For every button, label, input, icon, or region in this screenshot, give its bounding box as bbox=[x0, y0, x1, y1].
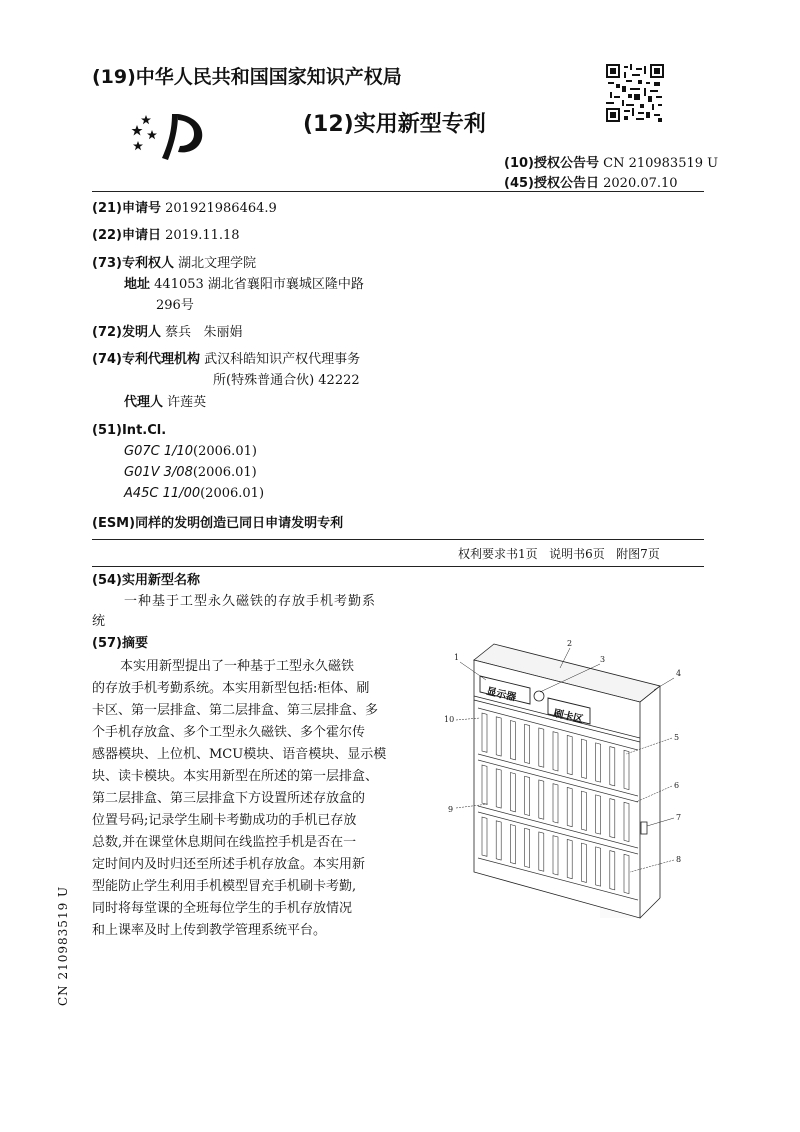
storage-slot bbox=[624, 854, 629, 893]
storage-slot bbox=[539, 728, 544, 767]
abstract-line: 块、读卡模块。本实用新型在所述的第一层排盒、 bbox=[92, 769, 379, 784]
divider bbox=[92, 539, 704, 540]
callout-4: 4 bbox=[676, 669, 682, 678]
storage-slot bbox=[553, 784, 558, 823]
divider bbox=[92, 566, 704, 567]
storage-slot bbox=[510, 773, 515, 812]
storage-slot bbox=[624, 802, 629, 841]
abstract-line: 感器模块、上位机、MCU模块、语音模块、显示模 bbox=[92, 747, 387, 762]
callout-2: 2 bbox=[567, 639, 573, 648]
callout-1: 1 bbox=[454, 653, 460, 662]
doc-type-title: (12)实用新型专利 bbox=[303, 112, 486, 137]
pub-number: (10)授权公告号 CN 210983519 U bbox=[504, 156, 719, 171]
agent: 代理人 许莲英 bbox=[124, 395, 207, 410]
ipc-item: G07C 1/10(2006.01) bbox=[124, 444, 257, 459]
abstract-line: 本实用新型提出了一种基于工型永久磁铁 bbox=[120, 659, 355, 674]
abstract-line: 第二层排盒、第三层排盒下方设置所述存放盒的 bbox=[92, 791, 366, 806]
abstract-line: 的存放手机考勤系统。本实用新型包括:柜体、刷 bbox=[92, 681, 370, 696]
page-counts: 权利要求书1页 说明书6页 附图7页 bbox=[458, 547, 660, 561]
ipc-label: (51)Int.Cl. bbox=[92, 423, 167, 438]
callout-10: 10 bbox=[444, 715, 455, 724]
abstract-line: 卡区、第一层排盒、第二层排盒、第三层排盒、多 bbox=[92, 703, 379, 718]
storage-slot bbox=[610, 799, 615, 838]
abstract-line: 总数,并在课堂休息期间在线监控手机是否在一 bbox=[92, 835, 357, 850]
inventor: (72)发明人 蔡兵 朱丽娟 bbox=[92, 325, 243, 340]
abstract-line: 型能防止学生利用手机模型冒充手机刷卡考勤, bbox=[92, 879, 357, 894]
callout-9: 9 bbox=[448, 805, 454, 814]
callout-5: 5 bbox=[674, 733, 680, 742]
storage-slot bbox=[482, 713, 487, 752]
storage-slot bbox=[596, 795, 601, 834]
storage-slot bbox=[610, 851, 615, 890]
storage-slot bbox=[581, 843, 586, 882]
side-publication-code: CN 210983519 U bbox=[56, 885, 70, 1006]
callout-6: 6 bbox=[674, 781, 680, 790]
storage-slot bbox=[539, 780, 544, 819]
abstract-line: 定时间内及时归还至所述手机存放盒。本实用新 bbox=[92, 857, 366, 872]
storage-slot bbox=[482, 765, 487, 804]
storage-slot bbox=[510, 825, 515, 864]
storage-slot bbox=[567, 839, 572, 878]
pub-date: (45)授权公告日 2020.07.10 bbox=[504, 176, 678, 191]
agency-line2: 所(特殊普通合伙) 42222 bbox=[213, 373, 360, 388]
storage-slot bbox=[525, 828, 530, 867]
storage-slot bbox=[482, 817, 487, 856]
storage-slot bbox=[567, 787, 572, 826]
storage-slot bbox=[539, 832, 544, 871]
storage-slot bbox=[496, 821, 501, 860]
storage-slot bbox=[596, 743, 601, 782]
storage-slot bbox=[610, 747, 615, 786]
storage-slot bbox=[581, 739, 586, 778]
esm-note: (ESM)同样的发明创造已同日申请发明专利 bbox=[92, 516, 344, 531]
abstract-line: 同时将每堂课的全班每位学生的手机存放情况 bbox=[92, 901, 353, 916]
storage-slot bbox=[567, 735, 572, 774]
storage-slot bbox=[510, 721, 515, 760]
abstract-label: (57)摘要 bbox=[92, 636, 148, 651]
storage-slot bbox=[624, 750, 629, 789]
abstract-line: 和上课率及时上传到教学管理系统平台。 bbox=[92, 923, 327, 938]
storage-slot bbox=[525, 724, 530, 763]
qr-code-icon bbox=[606, 64, 664, 122]
abstract-line: 位置号码;记录学生刷卡考勤成功的手机已存放 bbox=[92, 813, 357, 828]
callout-7: 7 bbox=[676, 813, 682, 822]
abstract-body bbox=[92, 656, 392, 942]
agency: (74)专利代理机构 武汉科皓知识产权代理事务 bbox=[92, 352, 361, 367]
ipc-item: A45C 11/00(2006.01) bbox=[124, 486, 265, 501]
storage-slot bbox=[496, 769, 501, 808]
address: 地址 441053 湖北省襄阳市襄城区隆中路 bbox=[124, 277, 364, 292]
storage-slot bbox=[581, 791, 586, 830]
abstract-line: 个手机存放盒、多个工型永久磁铁、多个霍尔传 bbox=[92, 725, 366, 740]
utility-title-line2: 统 bbox=[92, 614, 106, 629]
display-label: 显示器 bbox=[485, 686, 518, 704]
card-area-label: 刷卡区 bbox=[552, 708, 585, 726]
app-date: (22)申请日 2019.11.18 bbox=[92, 228, 240, 243]
storage-slot bbox=[596, 847, 601, 886]
office-title: (19)中华人民共和国国家知识产权局 bbox=[92, 66, 402, 88]
cnipa-logo-icon bbox=[128, 108, 208, 168]
address-line2: 296号 bbox=[156, 298, 194, 313]
owner: (73)专利权人 湖北文理学院 bbox=[92, 256, 257, 271]
callout-3: 3 bbox=[600, 655, 606, 664]
title-label: (54)实用新型名称 bbox=[92, 573, 200, 588]
storage-slot bbox=[553, 732, 558, 771]
ipc-item: G01V 3/08(2006.01) bbox=[124, 465, 257, 480]
utility-title: 一种基于工型永久磁铁的存放手机考勤系 bbox=[124, 594, 377, 609]
callout-8: 8 bbox=[676, 855, 682, 864]
storage-slot bbox=[553, 836, 558, 875]
storage-slot bbox=[525, 776, 530, 815]
app-no: (21)申请号 201921986464.9 bbox=[92, 201, 277, 216]
divider bbox=[92, 191, 704, 192]
cabinet-figure bbox=[440, 636, 700, 936]
storage-slot bbox=[496, 717, 501, 756]
